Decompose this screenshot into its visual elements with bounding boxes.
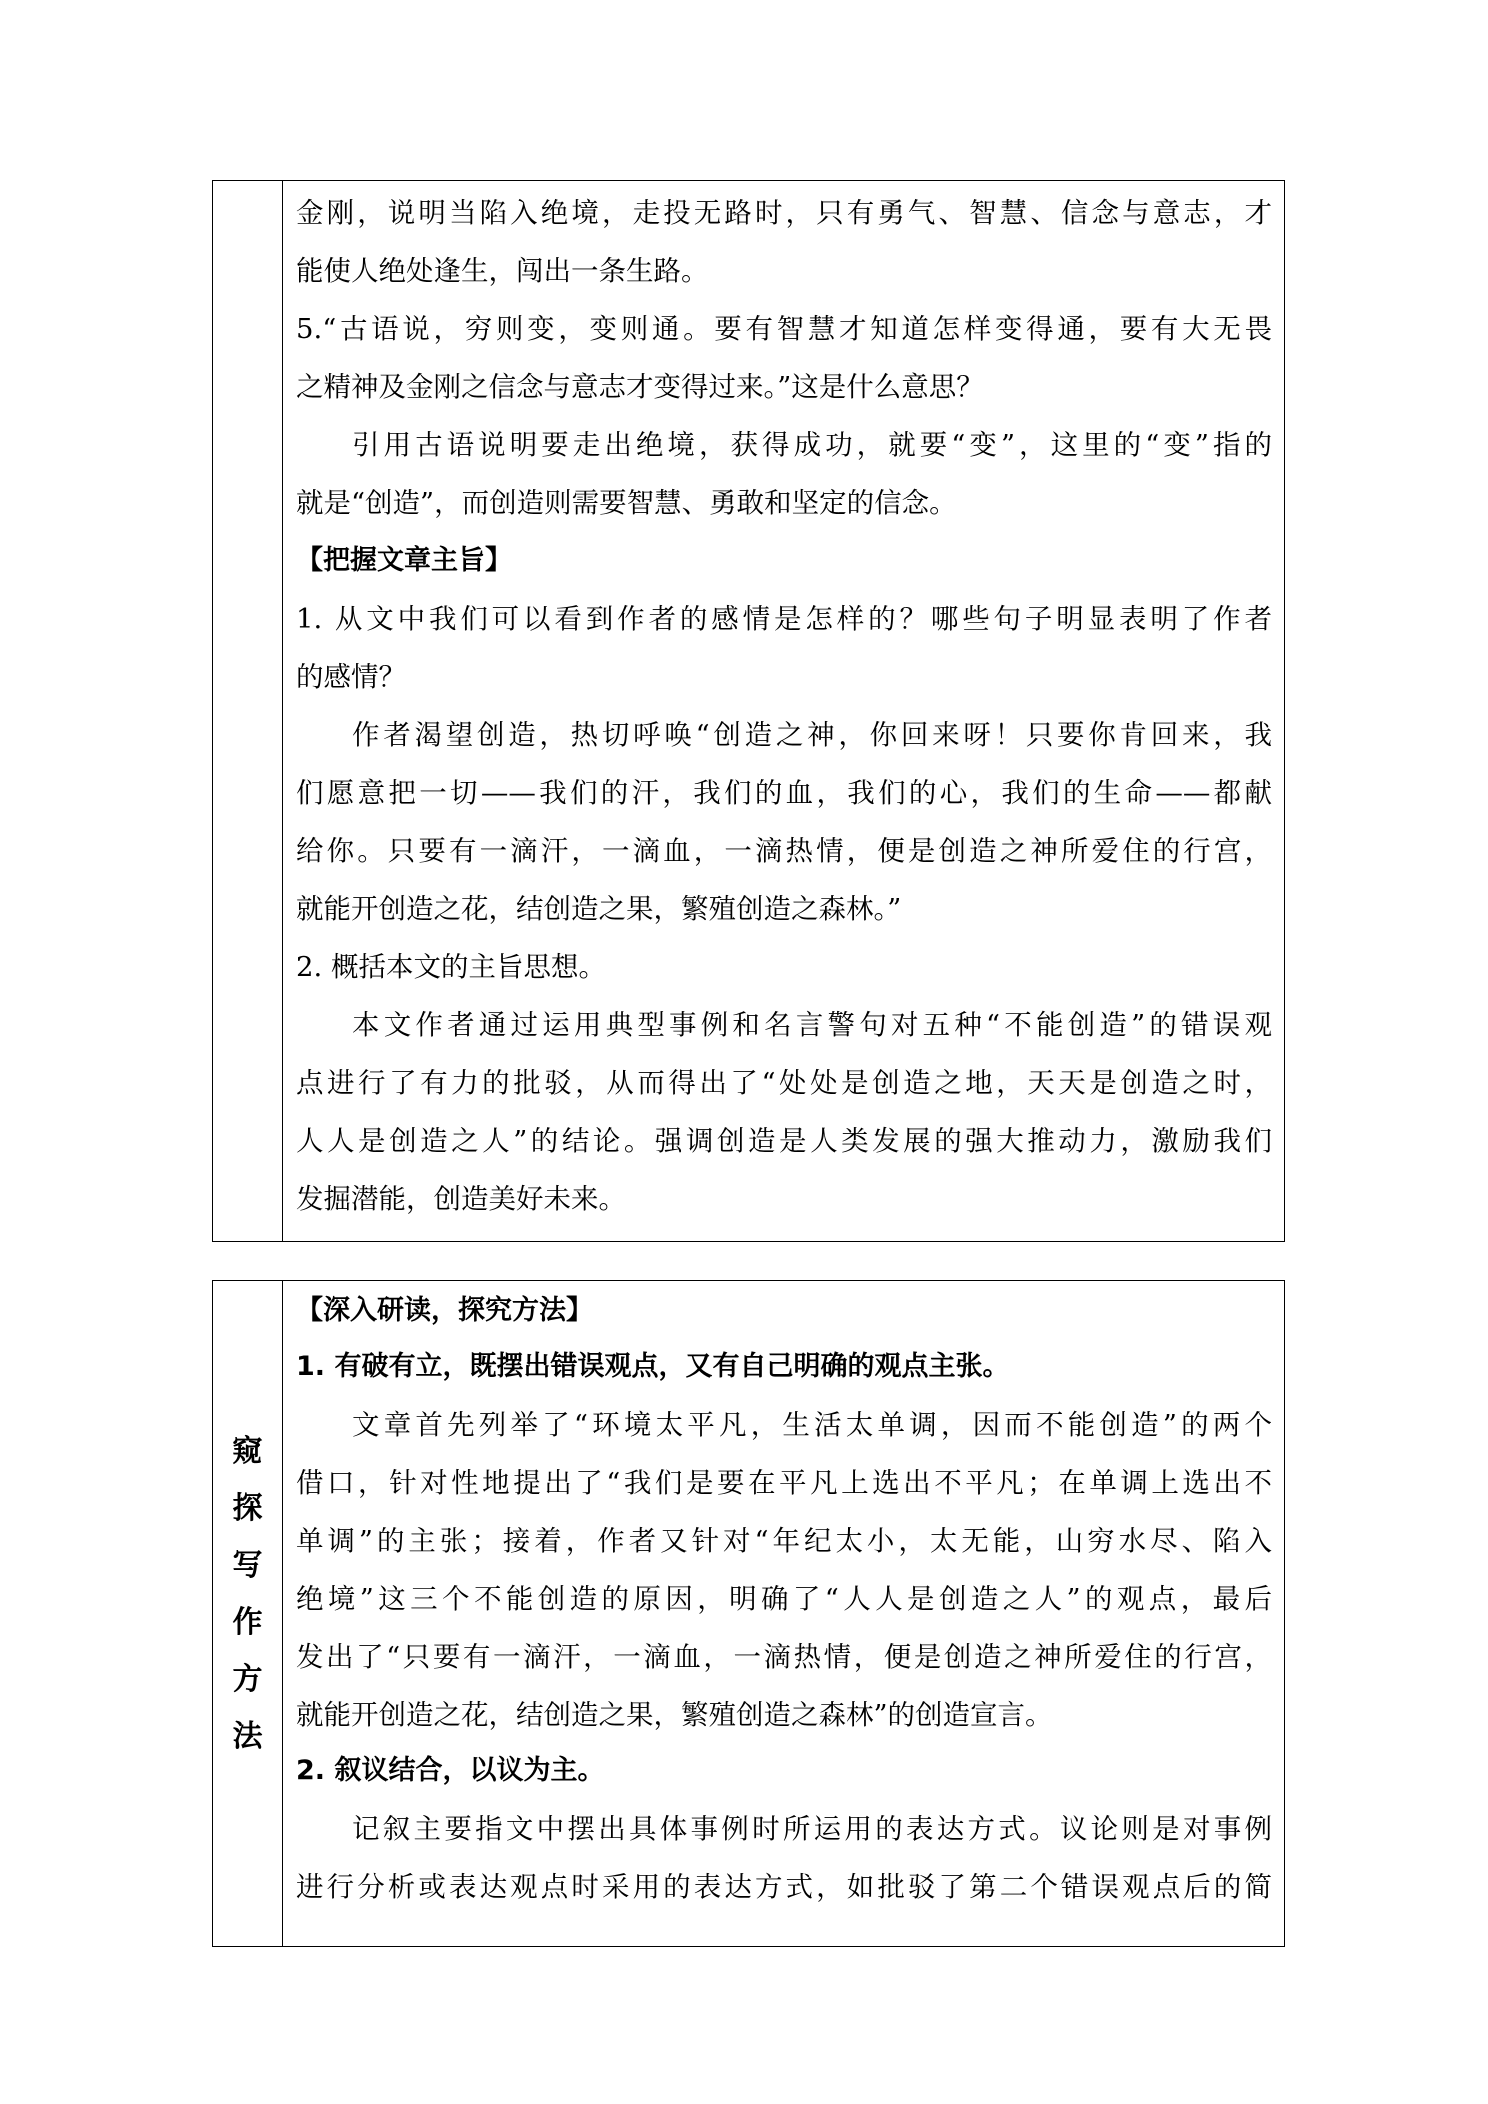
answer-line: 们愿意把一切——我们的汗，我们的血，我们的心，我们的生命——都献 bbox=[296, 777, 1272, 809]
body-line: 进行分析或表达观点时采用的表达方式，如批驳了第二个错误观点后的简 bbox=[296, 1871, 1272, 1903]
answer-line: 发掘潜能，创造美好未来。 bbox=[296, 1183, 626, 1215]
answer-line: 引用古语说明要走出绝境，获得成功，就要“变”，这里的“变”指的 bbox=[352, 429, 1272, 461]
writing-method-table bbox=[212, 1280, 1285, 1947]
side-label-char: 写 bbox=[232, 1548, 263, 1583]
answer-line: 点进行了有力的批驳，从而得出了“处处是创造之地，天天是创造之时， bbox=[296, 1067, 1272, 1099]
answer-line: 就是“创造”，而创造则需要智慧、勇敢和坚定的信念。 bbox=[296, 487, 957, 519]
body-line: 记叙主要指文中摆出具体事例时所运用的表达方式。议论则是对事例 bbox=[352, 1813, 1272, 1845]
side-label-char: 法 bbox=[232, 1719, 263, 1754]
subheading: 1. 有破有立，既摆出错误观点，又有自己明确的观点主张。 bbox=[296, 1351, 1010, 1382]
answer-line: 作者渴望创造，热切呼唤“创造之神，你回来呀！只要你肯回来，我 bbox=[352, 719, 1272, 751]
question-line: 之精神及金刚之信念与意志才变得过来。”这是什么意思？ bbox=[296, 371, 984, 403]
table-label-column bbox=[213, 1281, 283, 1946]
question-line: 2. 概括本文的主旨思想。 bbox=[296, 951, 606, 983]
subheading: 2. 叙议结合，以议为主。 bbox=[296, 1755, 605, 1786]
side-label-char: 方 bbox=[232, 1662, 263, 1697]
question-line: 5.“古语说，穷则变，变则通。要有智慧才知道怎样变得通，要有大无畏 bbox=[296, 313, 1272, 345]
side-label-char: 窥 bbox=[232, 1434, 263, 1469]
answer-line: 给你。只要有一滴汗，一滴血，一滴热情，便是创造之神所爱住的行宫， bbox=[296, 835, 1272, 867]
table-continued bbox=[212, 180, 1285, 1242]
question-line: 1. 从文中我们可以看到作者的感情是怎样的？哪些句子明显表明了作者 bbox=[296, 603, 1272, 635]
table-label-column bbox=[213, 181, 283, 1241]
body-line: 发出了“只要有一滴汗，一滴血，一滴热情，便是创造之神所爱住的行宫， bbox=[296, 1641, 1272, 1673]
table-content-column bbox=[282, 1281, 1284, 1946]
body-line: 借口，针对性地提出了“我们是要在平凡上选出不平凡；在单调上选出不 bbox=[296, 1467, 1272, 1499]
body-line: 单调”的主张；接着，作者又针对“年纪太小，太无能，山穷水尽、陷入 bbox=[296, 1525, 1272, 1557]
body-line: 就能开创造之花，结创造之果，繁殖创造之森林”的创造宣言。 bbox=[296, 1699, 1053, 1731]
body-line: 绝境”这三个不能创造的原因，明确了“人人是创造之人”的观点，最后 bbox=[296, 1583, 1272, 1615]
answer-line: 本文作者通过运用典型事例和名言警句对五种“不能创造”的错误观 bbox=[352, 1009, 1272, 1041]
text-line: 金刚，说明当陷入绝境，走投无路时，只有勇气、智慧、信念与意志，才 bbox=[296, 197, 1272, 229]
table-content-column bbox=[282, 181, 1284, 1241]
answer-line: 人人是创造之人”的结论。强调创造是人类发展的强大推动力，激励我们 bbox=[296, 1125, 1272, 1157]
body-line: 文章首先列举了“环境太平凡，生活太单调，因而不能创造”的两个 bbox=[352, 1409, 1272, 1441]
question-line: 的感情？ bbox=[296, 661, 406, 693]
side-label-char: 作 bbox=[232, 1605, 263, 1640]
section-heading: 【深入研读，探究方法】 bbox=[296, 1295, 593, 1326]
answer-line: 就能开创造之花，结创造之果，繁殖创造之森林。” bbox=[296, 893, 902, 925]
section-heading: 【把握文章主旨】 bbox=[296, 545, 512, 576]
side-label-char: 探 bbox=[232, 1491, 263, 1526]
text-line: 能使人绝处逢生，闯出一条生路。 bbox=[296, 255, 709, 287]
